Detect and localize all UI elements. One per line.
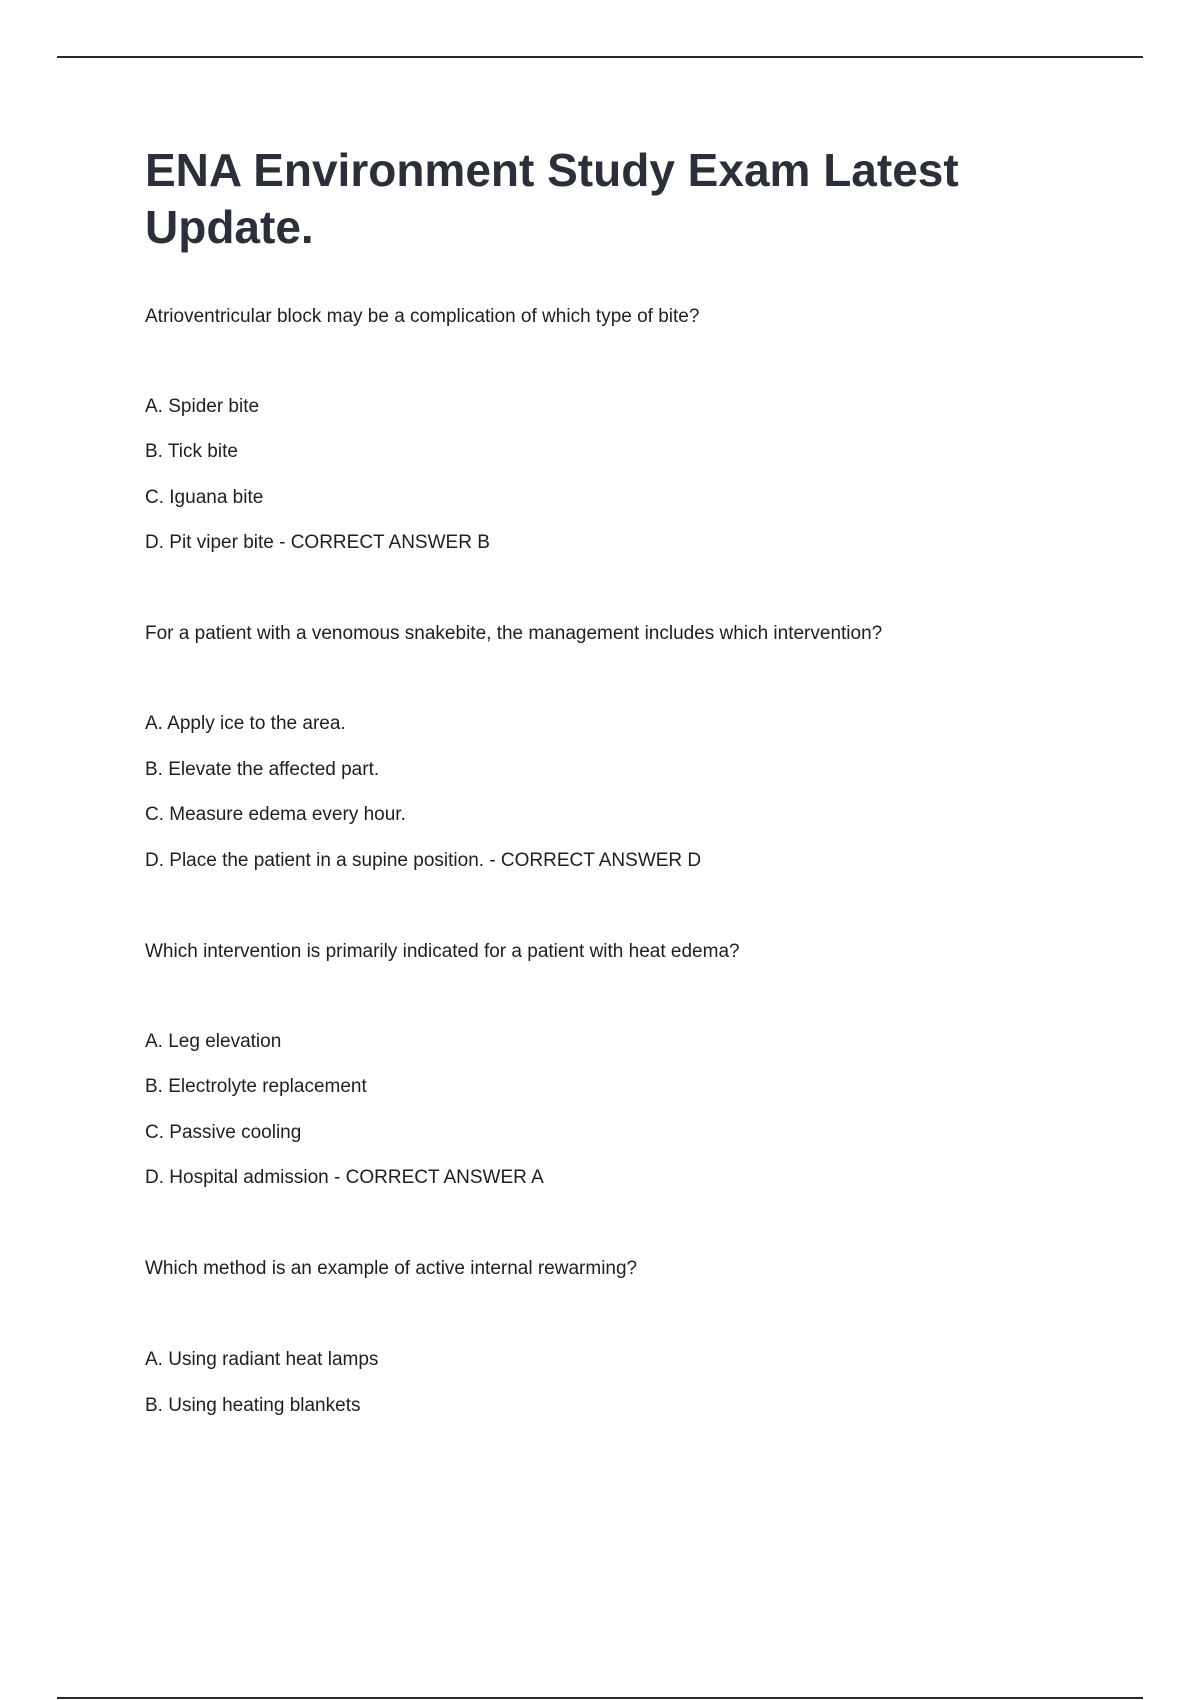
question-2-prompt: For a patient with a venomous snakebite, the management includes which intervention? xyxy=(145,623,883,644)
question-3-option-a: A. Leg elevation xyxy=(145,1031,282,1052)
question-3-prompt: Which intervention is primarily indicated for a patient with heat edema? xyxy=(145,941,740,962)
question-1-option-b: B. Tick bite xyxy=(145,441,238,462)
question-4-option-b: B. Using heating blankets xyxy=(145,1395,361,1416)
question-4-option-a: A. Using radiant heat lamps xyxy=(145,1349,379,1370)
question-3-option-b: B. Electrolyte replacement xyxy=(145,1076,367,1097)
question-1-option-a: A. Spider bite xyxy=(145,396,260,417)
bottom-divider xyxy=(57,1697,1143,1699)
question-2-option-c: C. Measure edema every hour. xyxy=(145,804,406,825)
question-2-option-a: A. Apply ice to the area. xyxy=(145,713,346,734)
question-1-prompt: Atrioventricular block may be a complication of which type of bite? xyxy=(145,306,700,327)
question-3-option-c: C. Passive cooling xyxy=(145,1122,302,1143)
question-2-option-b: B. Elevate the affected part. xyxy=(145,759,380,780)
question-4-prompt: Which method is an example of active internal rewarming? xyxy=(145,1258,638,1279)
document-title: ENA Environment Study Exam Latest Update. xyxy=(145,144,959,253)
question-1-option-d: D. Pit viper bite - CORRECT ANSWER B xyxy=(145,532,490,553)
question-2-option-d: D. Place the patient in a supine position. - CORRECT ANSWER D xyxy=(145,850,702,871)
question-1-option-c: C. Iguana bite xyxy=(145,487,264,508)
top-divider xyxy=(57,56,1143,58)
question-3-option-d: D. Hospital admission - CORRECT ANSWER A xyxy=(145,1167,544,1188)
